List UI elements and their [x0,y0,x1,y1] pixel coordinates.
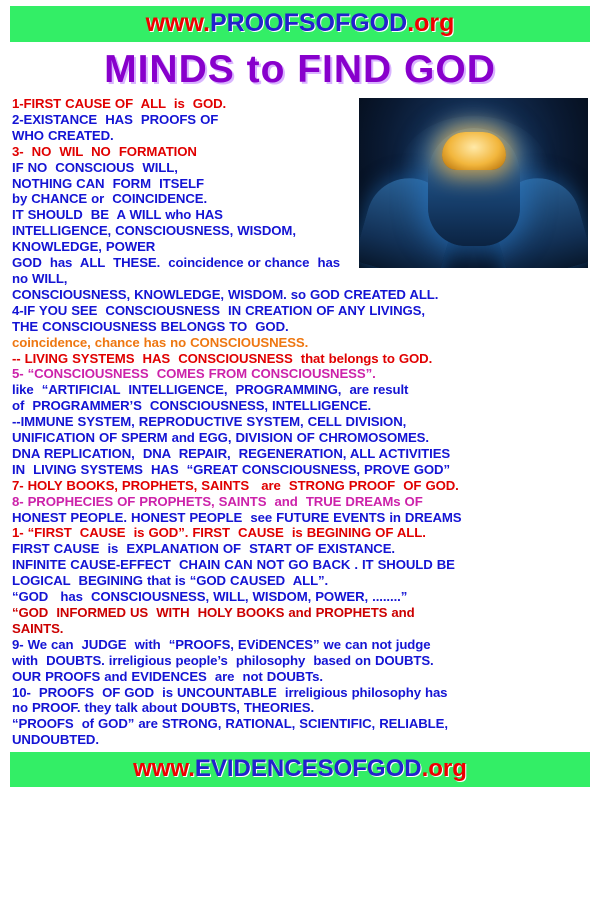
text-line: with DOUBTS. irreligious people’s philosophy based on DOUBTS. [12,652,434,668]
text-line: DNA REPLICATION, DNA REPAIR, REGENERATION, ALL ACTIVITIES [12,445,451,461]
text-line: 1- “FIRST CAUSE is GOD”. FIRST CAUSE is BEGINING OF ALL. [12,525,426,541]
text-line: 10- PROOFS OF GOD is UNCOUNTABLE irreligious philosophy has [12,684,448,700]
bottom-banner-url-prefix: www. [133,755,195,783]
text-line: “PROOFS of GOD” are STRONG, RATIONAL, SCIENTIFIC, RELIABLE, [12,716,448,732]
text-line: INFINITE CAUSE-EFFECT CHAIN CAN NOT GO BACK . IT SHOULD BE [12,557,455,573]
text-line: IN LIVING SYSTEMS HAS “GREAT CONSCIOUSNESS, PROVE GOD” [12,461,450,477]
content-body [6,96,594,748]
text-line: HONEST PEOPLE. HONEST PEOPLE see FUTURE EVENTS in DREAMS [12,509,462,525]
text-line: “GOD has CONSCIOUSNESS, WILL, WISDOM, POWER, ........” [12,589,408,605]
text-line: 5- “CONSCIOUSNESS COMES FROM CONSCIOUSNESS”. [12,366,376,382]
photo-brain [442,132,506,170]
top-banner-url-main: PROOFSOFGOD [209,9,408,37]
text-line: WHO CREATED. [12,127,114,143]
text-line: LOGICAL BEGINING that is “GOD CAUSED ALL”. [12,573,329,589]
text-line: NOTHING CAN FORM ITSELF [12,175,204,191]
text-line: of PROGRAMMER’S CONSCIOUSNESS, INTELLIGENCE. [12,398,372,414]
text-line: 7- HOLY BOOKS, PROPHETS, SAINTS are STRONG PROOF OF GOD. [12,477,459,493]
top-banner-url [146,9,455,37]
glowing-brain-head-hands-photo [359,98,588,268]
text-line: coincidence, chance has no CONSCIOUSNESS. [12,334,309,350]
top-banner-url-suffix: .org [407,9,455,37]
text-line: INTELLIGENCE, CONSCIOUSNESS, WISDOM, KNOWLEDGE, POWER [12,223,300,255]
text-line: IT SHOULD BE A WILL who HAS [12,207,223,223]
text-line: like “ARTIFICIAL INTELLIGENCE, PROGRAMMING, are result [12,382,409,398]
text-line: IF NO CONSCIOUS WILL, [12,159,178,175]
text-line: OUR PROOFS and EVIDENCES are not DOUBTs. [12,668,323,684]
bottom-banner [10,752,590,787]
text-line: “GOD INFORMED US WITH HOLY BOOKS and PROPHETS and [12,605,415,620]
bottom-banner-url [133,755,467,782]
top-banner-url-prefix: www. [145,9,210,37]
text-line: UNIFICATION OF SPERM and EGG, DIVISION OF CHROMOSOMES. [12,430,429,446]
text-line: 4-IF YOU SEE CONSCIOUSNESS IN CREATION OF ANY LIVINGS, [12,302,425,318]
text-line: by CHANCE or COINCIDENCE. [12,191,208,207]
bottom-banner-url-suffix: .org [421,755,467,783]
top-banner [10,6,590,42]
text-line: CONSCIOUSNESS, KNOWLEDGE, WISDOM. so GOD CREATED ALL. [12,286,439,302]
text-line: -- LIVING SYSTEMS HAS CONSCIOUSNESS that belongs to GOD. [12,350,433,366]
text-line: no PROOF. they talk about DOUBTS, THEORIES. [12,700,315,716]
text-line: 3- NO WIL NO FORMATION [12,143,197,159]
text-line: --IMMUNE SYSTEM, REPRODUCTIVE SYSTEM, CELL DIVISION, [12,414,407,430]
bottom-banner-url-main: EVIDENCESOFGOD [194,755,422,783]
text-line: GOD has ALL THESE. coincidence or chance has no WILL, [12,255,349,286]
page-title: MINDS to FIND GOD [104,48,496,91]
text-line: 9- We can JUDGE with “PROOFS, EViDENCES” we can not judge [12,636,431,652]
text-line: 2-EXISTANCE HAS PROOFS OF [12,111,219,127]
text-line: 8- PROPHECIES OF PROPHETS, SAINTS and TRUE DREAMs OF [12,493,423,509]
text-line: THE CONSCIOUSNESS BELONGS TO GOD. [12,318,289,334]
text-line: FIRST CAUSE is EXPLANATION OF START OF EXISTANCE. [12,541,395,557]
text-line: SAINTS. [12,620,64,636]
text-line: 1-FIRST CAUSE OF ALL is GOD. [12,96,227,111]
text-line: UNDOUBTED. [12,732,99,748]
